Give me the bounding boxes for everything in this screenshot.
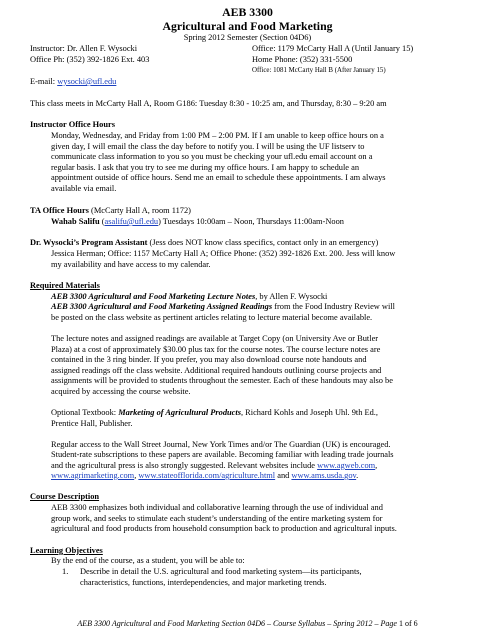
- semester-line: Spring 2012 Semester (Section 04D6): [183, 33, 312, 42]
- ta-hours: ) Tuesdays 10:00am – Noon, Thursdays 11:00am-Noon: [158, 217, 344, 226]
- objective-number-1: 1.: [62, 567, 69, 576]
- websites-end: .: [356, 471, 359, 480]
- footer-page-total: of 6: [402, 619, 418, 628]
- instructor-home-phone: Home Phone: (352) 331-5500: [252, 55, 353, 64]
- link-agweb[interactable]: www.agweb.com: [317, 461, 376, 470]
- materials-para1-line-6: acquired by accessing the course website.: [51, 387, 191, 396]
- websites-sep-1: ,: [375, 461, 378, 470]
- ta-heading: TA Office Hours: [30, 206, 89, 215]
- page-footer: [0, 619, 495, 628]
- footer-page-number: 1: [398, 619, 403, 628]
- materials-para1-line-1: The lecture notes and assigned readings are available at Target Copy (on University Ave or Butler: [51, 334, 379, 343]
- ta-email-link[interactable]: asalifu@ufl.edu: [104, 217, 159, 226]
- materials-para2-line-1: Regular access to the Wall Street Journal, New York Times and/or The Guardian (UK) is encouraged.: [51, 440, 391, 449]
- assistant-line-2: my availability and have access to my calendar.: [51, 260, 211, 269]
- optional-textbook-line: [51, 408, 378, 418]
- instructor-office: Office: 1179 McCarty Hall A (Until January 15): [252, 44, 414, 53]
- ta-heading-line: [30, 206, 191, 216]
- materials-para1-line-4: assigned readings off the class website. Additional required handouts outlining course projects and: [51, 366, 382, 375]
- optional-textbook-line-2: Prentice Hall, Publisher.: [51, 419, 133, 428]
- optional-label: Optional Textbook:: [51, 408, 119, 417]
- materials-para2-line-3: [51, 461, 377, 471]
- course-description-line-2: group work, and seeks to stimulate each student’s understanding of the entire marketing system for: [51, 514, 383, 523]
- class-meets: This class meets in McCarty Hall A, Room G186: Tuesday 8:30 - 10:25 am, and Thursday, 8:30 – 9:20 am: [30, 99, 387, 108]
- instructor-email-link[interactable]: wysocki@ufl.edu: [57, 77, 117, 86]
- assigned-readings-rest: from the Food Industry Review will: [272, 302, 395, 311]
- footer-text: AEB 3300 Agricultural and Food Marketing Section 04D6 – Course Syllabus – Spring 2012 – Page: [77, 619, 399, 628]
- instructor-email-line: [30, 77, 116, 87]
- materials-para1-line-5: assignments will be provided to students throughout the semester. Each of these handouts may also be: [51, 376, 393, 385]
- assistant-heading: Dr. Wysocki’s Program Assistant: [30, 238, 148, 247]
- email-label: E-mail:: [30, 77, 58, 86]
- course-title: Agricultural and Food Marketing: [162, 19, 333, 33]
- office-hours-line-6: available via email.: [51, 184, 117, 193]
- ta-line: [51, 217, 344, 227]
- instructor-phone: Office Ph: (352) 392-1826 Ext. 403: [30, 55, 150, 64]
- materials-heading: Required Materials: [30, 281, 100, 290]
- learning-objectives-intro: By the end of the course, as a student, you will be able to:: [51, 556, 245, 565]
- instructor-name: Instructor: Dr. Allen F. Wysocki: [30, 44, 138, 53]
- ta-location: (McCarty Hall A, room 1172): [88, 206, 191, 215]
- websites-intro: and the agricultural press is also strongly suggested. Relevant websites include: [51, 461, 318, 470]
- websites-sep-2: ,: [134, 471, 139, 480]
- materials-notes-line: [51, 292, 327, 302]
- optional-title: Marketing of Agricultural Products: [118, 408, 241, 417]
- assigned-readings-title: AEB 3300 Agricultural and Food Marketing Assigned Readings: [51, 302, 273, 311]
- learning-objectives-heading: Learning Objectives: [30, 546, 103, 555]
- materials-readings-line: [51, 302, 395, 312]
- instructor-office-after: Office: 1081 McCarty Hall B (After January 15): [252, 67, 386, 74]
- office-hours-heading: Instructor Office Hours: [30, 120, 115, 129]
- objective-1-line-1: Describe in detail the U.S. agricultural and food marketing system—its participants,: [80, 567, 362, 576]
- office-hours-line-4: regular basis. I ask that you try to see me during my office hours. I am happy to schedule an: [51, 163, 360, 172]
- course-description-heading: Course Description: [30, 492, 100, 501]
- link-ams-usda[interactable]: www.ams.usda.gov: [291, 471, 357, 480]
- assistant-heading-line: [30, 238, 378, 248]
- objective-1-line-2: characteristics, functions, interdependencies, and major marketing trends.: [80, 578, 327, 587]
- materials-para2-line-2: Student-rate subscriptions to these papers are available. Becoming familiar with leading trade journals: [51, 450, 394, 459]
- office-hours-line-1: Monday, Wednesday, and Friday from 1:00 PM – 2:00 PM. If I am unable to keep office hours on a: [51, 131, 384, 140]
- materials-para1-line-3: contained in the 3 ring binder. If you prefer, you may also download course note handouts and: [51, 355, 367, 364]
- office-hours-line-2: given day, I will email the class the day before to notify you. I will be using the UF listserv to: [51, 142, 365, 151]
- link-agrimarketing[interactable]: www.agrimarketing.com: [51, 471, 135, 480]
- lecture-notes-title: AEB 3300 Agricultural and Food Marketing Lecture Notes: [51, 292, 256, 301]
- course-description-line-1: AEB 3300 emphasizes both individual and collaborative learning through the use of individual and: [51, 503, 383, 512]
- lecture-notes-author: , by Allen F. Wysocki: [255, 292, 328, 301]
- course-description-line-3: agricultural and food products from household consumption back to production and agricultural inputs.: [51, 524, 397, 533]
- assistant-line-1: Jessica Herman; Office: 1157 McCarty Hall A; Office Phone: (352) 392-1826 Ext. 200. Jess will know: [51, 249, 396, 258]
- office-hours-line-5: appointment outside of office hours. Send me an email to schedule these appointments. I am always: [51, 173, 386, 182]
- materials-para2-line-4: [51, 471, 358, 481]
- materials-para1-line-2: Plaza) at a cost of approximately $30.00 plus tax for the course notes. The course lecture notes are: [51, 345, 381, 354]
- assistant-note: (Jess does NOT know class specifics, contact only in an emergency): [147, 238, 379, 247]
- link-stateofflorida[interactable]: www.stateofflorida.com/agriculture.html: [138, 471, 276, 480]
- ta-name: Wahab Salifu: [51, 217, 100, 226]
- ta-email-open: (: [99, 217, 105, 226]
- course-code: AEB 3300: [222, 5, 273, 19]
- optional-rest: , Richard Kohls and Joseph Uhl. 9th Ed.,: [240, 408, 378, 417]
- office-hours-line-3: communicate class information to you so you must be checking your ufl.edu email account on a: [51, 152, 373, 161]
- websites-and: and: [275, 471, 292, 480]
- materials-readings-line-2: be posted on the class website as pertinent articles relating to lecture material become available.: [51, 313, 373, 322]
